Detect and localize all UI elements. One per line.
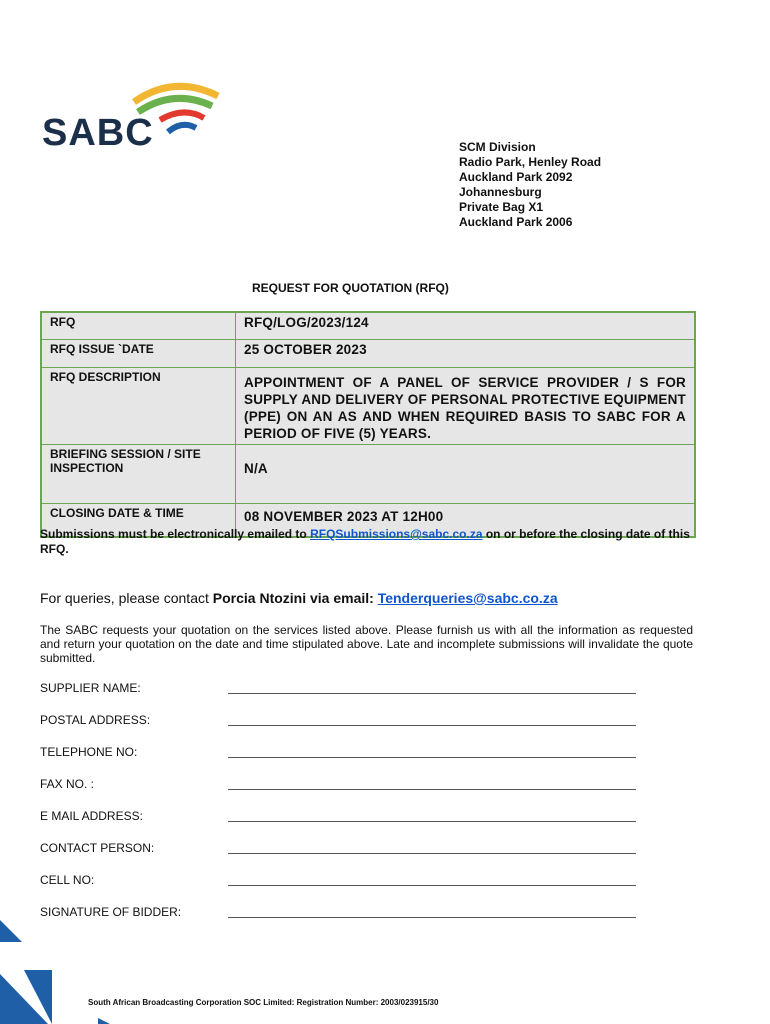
submissions-text: Submissions must be electronically emailed to <box>40 527 311 541</box>
address-line: Auckland Park 2092 <box>459 170 573 184</box>
address-line: Auckland Park 2006 <box>459 215 573 229</box>
row-label <box>41 445 236 504</box>
submissions-text: on or before the closing date of this RFQ. <box>40 527 690 556</box>
sabc-logo <box>42 76 222 156</box>
address-line: SCM Division <box>459 140 536 154</box>
postal-address-line[interactable] <box>228 725 636 726</box>
footer-registration: South African Broadcasting Corporation SOC Limited: Registration Number: 2003/023915/30 <box>88 998 439 1007</box>
contact-person-line[interactable] <box>228 853 636 854</box>
closing-date: 08 NOVEMBER 2023 AT 12H00 <box>236 504 696 538</box>
submissions-email-link[interactable]: RFQSubmissions@sabc.co.za <box>310 527 483 541</box>
queries-text: For queries, please contact <box>40 590 213 606</box>
form-field <box>40 841 640 873</box>
field-label: E MAIL ADDRESS: <box>40 809 143 823</box>
field-label: SIGNATURE OF BIDDER: <box>40 905 182 919</box>
row-label: CLOSING DATE & TIME <box>41 504 236 538</box>
logo-wordmark: SABC <box>42 112 154 154</box>
row-label: RFQ <box>41 312 236 340</box>
instructions-paragraph: The SABC requests your quotation on the services listed above. Please furnish us with all the information as requested and return your quotation on the date and time stipulated above. Late and incomplete submissions will invalidate the quote submitted. <box>40 623 693 665</box>
row-label: RFQ ISSUE `DATE <box>41 340 236 368</box>
rfq-table <box>40 311 696 538</box>
field-label: SUPPLIER NAME: <box>40 681 141 695</box>
row-label: RFQ DESCRIPTION <box>41 368 236 445</box>
page-title: REQUEST FOR QUOTATION (RFQ) <box>252 281 449 295</box>
field-label: FAX NO. : <box>40 777 95 791</box>
email-line[interactable] <box>228 821 636 822</box>
form-field <box>40 777 640 809</box>
table-row <box>41 368 695 445</box>
table-row <box>41 312 695 340</box>
contact-name: Porcia Ntozini via email: <box>212 590 378 606</box>
telephone-line[interactable] <box>228 757 636 758</box>
row-label-line: BRIEFING SESSION / SITE <box>50 447 201 461</box>
address-line: Johannesburg <box>459 185 542 199</box>
signature-line[interactable] <box>228 917 636 918</box>
field-label: TELEPHONE NO: <box>40 745 138 759</box>
rfq-number: RFQ/LOG/2023/124 <box>236 312 696 340</box>
cell-line[interactable] <box>228 885 636 886</box>
table-row <box>41 445 695 504</box>
queries-line <box>40 590 558 606</box>
fax-line[interactable] <box>228 789 636 790</box>
issue-date: 25 OCTOBER 2023 <box>236 340 696 368</box>
form-field <box>40 681 640 713</box>
briefing-value: N/A <box>236 445 696 504</box>
form-field <box>40 809 640 841</box>
row-label-line: INSPECTION <box>50 461 124 475</box>
address-line: Private Bag X1 <box>459 200 544 214</box>
address-line: Radio Park, Henley Road <box>459 155 602 169</box>
rfq-description: APPOINTMENT OF A PANEL OF SERVICE PROVIDER / S FOR SUPPLY AND DELIVERY OF PERSONAL PROTECTIVE EQUIPMENT (PPE) ON AN AS AND WHEN REQUIRED BASIS TO SABC FOR A PERIOD OF FIVE (5) YEARS. <box>236 368 696 445</box>
form-field <box>40 745 640 777</box>
form-field <box>40 713 640 745</box>
field-label: CONTACT PERSON: <box>40 841 155 855</box>
queries-email-link[interactable]: Tenderqueries@sabc.co.za <box>377 590 558 606</box>
submissions-note <box>40 527 690 557</box>
address-block <box>459 140 601 230</box>
table-row <box>41 340 695 368</box>
form-field <box>40 873 640 905</box>
corner-triangles-icon <box>0 920 120 1024</box>
field-label: POSTAL ADDRESS: <box>40 713 151 727</box>
supplier-form <box>40 681 640 937</box>
supplier-name-line[interactable] <box>228 693 636 694</box>
form-field <box>40 905 640 937</box>
field-label: CELL NO: <box>40 873 95 887</box>
